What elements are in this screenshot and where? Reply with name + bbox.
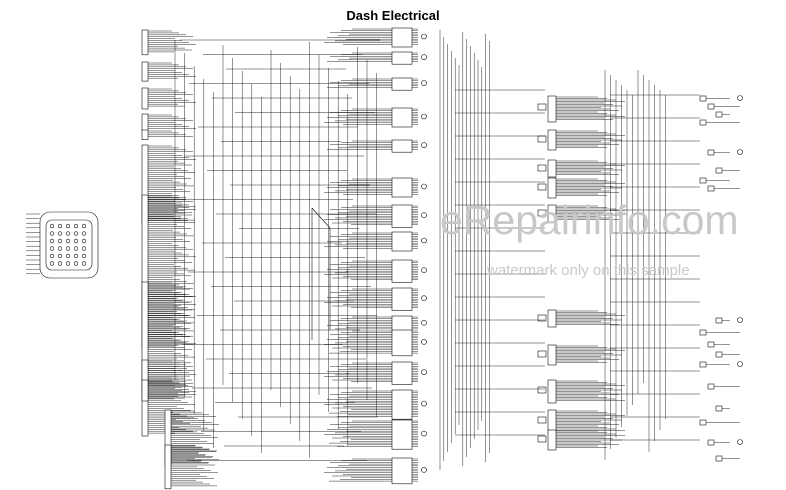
component-connector: [392, 108, 412, 127]
component-connector: [392, 316, 412, 332]
component-symbol: [422, 184, 427, 189]
module-connector: [548, 430, 556, 450]
device-symbol: [738, 96, 743, 101]
module-connector: [548, 345, 556, 365]
terminal-strip: [142, 30, 148, 55]
connector-pin: [58, 232, 62, 236]
connector-pin: [74, 254, 78, 258]
device-connector: [708, 150, 714, 155]
component-connector: [392, 458, 412, 484]
device-symbol: [738, 150, 743, 155]
component-symbol: [422, 320, 427, 325]
device-connector: [708, 384, 714, 389]
connector-pin: [58, 247, 62, 251]
connector-pin: [82, 239, 86, 243]
component-connector: [392, 28, 412, 47]
connector-pin: [74, 247, 78, 251]
terminal-strip: [165, 445, 171, 489]
component-symbol: [422, 401, 427, 406]
center-component-stacks: [324, 28, 427, 484]
watermark-subtext: watermark only on this sample: [487, 262, 690, 279]
component-symbol: [422, 268, 427, 273]
watermark-text: eRepairinfo.com: [440, 197, 739, 243]
module-connector: [548, 310, 556, 327]
connector-pin: [82, 232, 86, 236]
module-body: [538, 387, 546, 393]
connector-pin: [82, 224, 86, 228]
terminal-strip: [142, 380, 148, 401]
terminal-strip: [142, 62, 148, 81]
component-connector: [392, 288, 412, 310]
terminal-strip: [142, 114, 148, 131]
module-connector: [548, 160, 556, 177]
main-harness-connector: [26, 212, 98, 278]
connector-pin: [50, 262, 54, 266]
component-symbol: [422, 431, 427, 436]
terminal-strip: [142, 88, 148, 109]
terminal-strip: [142, 130, 148, 140]
component-symbol: [422, 34, 427, 39]
module-connector: [548, 178, 556, 198]
device-connector: [700, 330, 706, 335]
device-connector: [716, 406, 722, 411]
left-connector-stacks: [142, 30, 219, 489]
connector-pin: [66, 232, 70, 236]
connector-pin: [74, 262, 78, 266]
device-connector: [708, 186, 714, 191]
connector-pin: [82, 254, 86, 258]
device-symbol: [738, 318, 743, 323]
connector-pin: [50, 254, 54, 258]
component-connector: [392, 205, 412, 227]
module-connector: [548, 96, 556, 122]
device-connector: [716, 318, 722, 323]
module-body: [538, 184, 546, 190]
right-edge-devices: [700, 96, 743, 462]
connector-pin: [58, 239, 62, 243]
connector-pin: [74, 232, 78, 236]
connector-pin: [50, 224, 54, 228]
diagram-title: Dash Electrical: [346, 8, 440, 23]
component-connector: [392, 52, 412, 64]
component-symbol: [422, 370, 427, 375]
module-body: [538, 351, 546, 357]
device-symbol: [738, 440, 743, 445]
device-connector: [700, 120, 706, 125]
module-connector: [548, 130, 556, 150]
connector-pin: [50, 239, 54, 243]
connector-pin: [74, 224, 78, 228]
module-connector: [548, 380, 556, 403]
component-connector: [392, 78, 412, 90]
harness-bus-lines: [175, 30, 700, 470]
module-body: [538, 417, 546, 423]
component-symbol: [422, 339, 427, 344]
device-connector: [700, 96, 706, 101]
connector-pin: [66, 247, 70, 251]
connector-pin: [58, 224, 62, 228]
connector-pin: [58, 262, 62, 266]
component-symbol: [422, 114, 427, 119]
device-connector: [700, 420, 706, 425]
connector-pin: [58, 254, 62, 258]
component-symbol: [422, 238, 427, 243]
module-body: [538, 165, 546, 171]
component-connector: [392, 420, 412, 449]
connector-pin: [50, 247, 54, 251]
device-connector: [700, 178, 706, 183]
terminal-strip: [142, 282, 148, 436]
component-connector: [392, 260, 412, 282]
device-connector: [716, 456, 722, 461]
component-connector: [392, 390, 412, 419]
component-symbol: [422, 55, 427, 60]
connector-pin: [66, 224, 70, 228]
module-body: [538, 104, 546, 110]
device-connector: [708, 342, 714, 347]
device-connector: [716, 168, 722, 173]
connector-pin: [66, 262, 70, 266]
connector-pin: [74, 239, 78, 243]
component-connector: [392, 178, 412, 197]
connector-pin: [66, 254, 70, 258]
module-body: [538, 436, 546, 442]
component-connector: [392, 330, 412, 356]
device-connector: [708, 440, 714, 445]
device-connector: [716, 352, 722, 357]
connector-pin: [82, 247, 86, 251]
component-connector: [392, 362, 412, 384]
device-connector: [716, 112, 722, 117]
component-symbol: [422, 467, 427, 472]
module-connector: [548, 410, 556, 433]
connector-pin: [50, 232, 54, 236]
device-symbol: [738, 362, 743, 367]
component-symbol: [422, 81, 427, 86]
connector-pin: [82, 262, 86, 266]
component-symbol: [422, 296, 427, 301]
device-connector: [700, 362, 706, 367]
component-connector: [392, 140, 412, 152]
component-symbol: [422, 213, 427, 218]
device-connector: [708, 104, 714, 109]
module-body: [538, 136, 546, 142]
component-symbol: [422, 143, 427, 148]
connector-pin: [66, 239, 70, 243]
component-connector: [392, 232, 412, 251]
